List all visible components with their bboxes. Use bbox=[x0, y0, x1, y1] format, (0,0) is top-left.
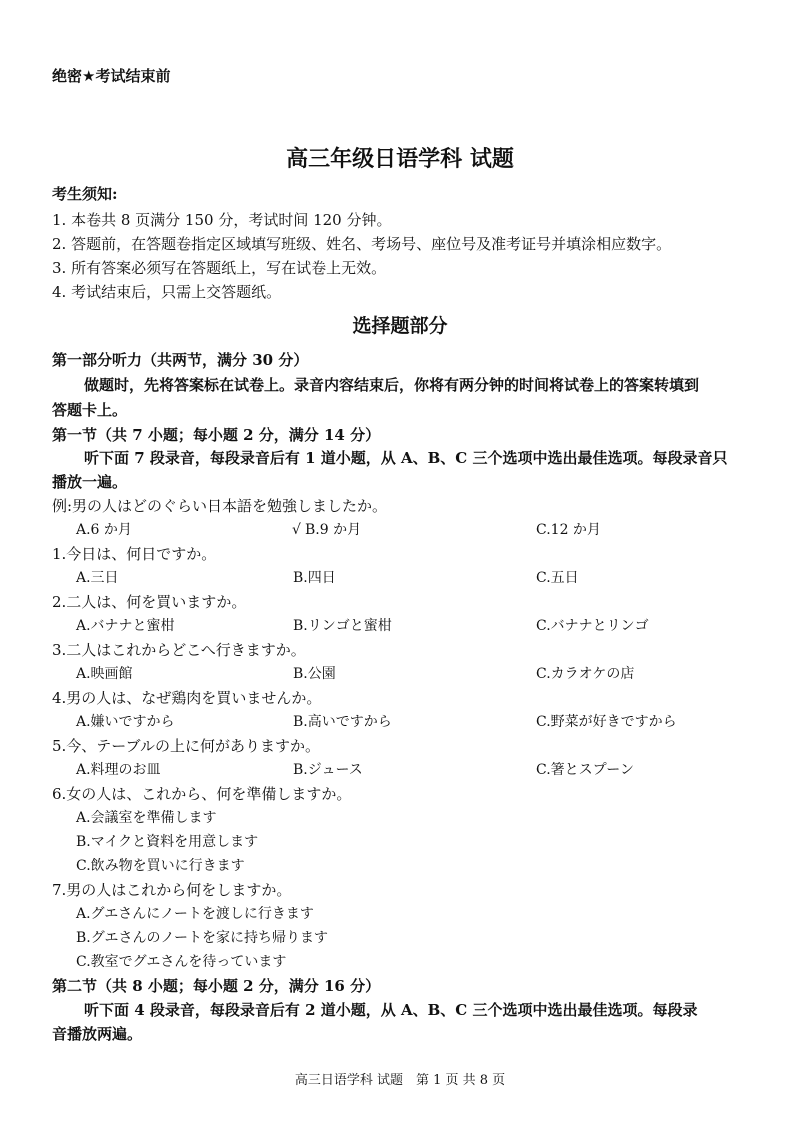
notice-item: 1. 本卷共 8 页满分 150 分，考试时间 120 分钟。 bbox=[52, 211, 392, 229]
option-c: C.教室でグエさんを待っています bbox=[76, 954, 287, 970]
sec2-instruction: 听下面 4 段录音，每段录音后有 2 道小题，从 A、B、C 三个选项中选出最佳选项。每段录 bbox=[84, 1001, 698, 1019]
option-b: B.高いですから bbox=[293, 714, 392, 730]
option-b: B.グエさんのノートを家に持ち帰ります bbox=[76, 930, 329, 946]
option-a: A.三日 bbox=[76, 570, 119, 586]
option-a: A.バナナと蜜柑 bbox=[76, 618, 175, 634]
option-b: B.公園 bbox=[293, 666, 336, 682]
option-a: A.料理のお皿 bbox=[76, 762, 161, 778]
sec1-instruction-cont: 播放一遍。 bbox=[52, 473, 128, 491]
question-5: 5.今、テーブルの上に何がありますか。 bbox=[52, 737, 320, 755]
notice-item: 3. 所有答案必须写在答题纸上，写在试卷上无效。 bbox=[52, 259, 387, 277]
question-6: 6.女の人は、これから、何を準備しますか。 bbox=[52, 785, 352, 803]
example-option-a: A.6 か月 bbox=[76, 522, 132, 538]
section-title: 选择题部分 bbox=[352, 315, 448, 337]
option-c: C.バナナとリンゴ bbox=[536, 618, 649, 634]
example-option-c: C.12 か月 bbox=[536, 522, 601, 538]
part1-instruction: 做题时，先将答案标在试卷上。录音内容结束后，你将有两分钟的时间将试卷上的答案转填到 bbox=[84, 376, 700, 394]
example-option-b: B.9 か月 bbox=[305, 522, 362, 538]
notice-item: 4. 考试结束后，只需上交答题纸。 bbox=[52, 283, 282, 301]
option-c: C.五日 bbox=[536, 570, 579, 586]
question-7: 7.男の人はこれから何をしますか。 bbox=[52, 881, 292, 899]
option-a: A.嫌いですから bbox=[76, 714, 175, 730]
question-3: 3.二人はこれからどこへ行きますか。 bbox=[52, 641, 306, 659]
page-footer: 高三日语学科 试题 第 1 页 共 8 页 bbox=[294, 1073, 506, 1088]
option-c: C.野菜が好きですから bbox=[536, 714, 677, 730]
sec2-heading: 第二节（共 8 小题；每小题 2 分，满分 16 分） bbox=[52, 977, 381, 995]
option-a: A.会議室を準備します bbox=[76, 810, 217, 826]
question-4: 4.男の人は、なぜ鶏肉を買いませんか。 bbox=[52, 689, 322, 707]
option-c: C.カラオケの店 bbox=[536, 666, 635, 682]
page-title: 高三年级日语学科 试题 bbox=[286, 146, 514, 172]
option-b: B.四日 bbox=[293, 570, 336, 586]
option-a: A.映画館 bbox=[76, 666, 133, 682]
option-a: A.グエさんにノートを渡しに行きます bbox=[76, 906, 314, 922]
option-b: B.リンゴと蜜柑 bbox=[293, 618, 392, 634]
sec1-heading: 第一节（共 7 小题；每小题 2 分，满分 14 分） bbox=[52, 426, 381, 444]
option-c: C.飲み物を買いに行きます bbox=[76, 858, 245, 874]
option-b: B.マイクと資料を用意します bbox=[76, 834, 259, 850]
option-b: B.ジュース bbox=[293, 762, 363, 778]
example-question: 例:男の人はどのぐらい日本語を勉強しましたか。 bbox=[52, 497, 388, 515]
notice-item: 2. 答题前，在答题卷指定区域填写班级、姓名、考场号、座位号及准考证号并填涂相应数字。 bbox=[52, 235, 672, 253]
confidential-label: 绝密★考试结束前 bbox=[52, 67, 171, 85]
question-1: 1.今日は、何日ですか。 bbox=[52, 545, 217, 563]
part1-heading: 第一部分听力（共两节，满分 30 分） bbox=[52, 351, 309, 369]
question-2: 2.二人は、何を買いますか。 bbox=[52, 593, 247, 611]
part1-instruction-cont: 答题卡上。 bbox=[52, 401, 128, 419]
sec1-instruction: 听下面 7 段录音，每段录音后有 1 道小题，从 A、B、C 三个选项中选出最佳选项。每段录音只 bbox=[84, 449, 728, 467]
sec2-instruction-cont: 音播放两遍。 bbox=[52, 1025, 143, 1043]
notice-heading: 考生须知: bbox=[52, 185, 118, 203]
option-c: C.箸とスプーン bbox=[536, 762, 634, 778]
example-answer-check: √ bbox=[292, 522, 301, 538]
